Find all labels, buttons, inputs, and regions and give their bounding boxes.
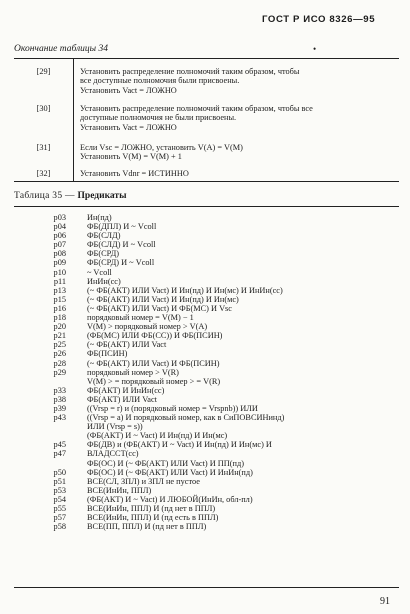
table-title-prefix: Таблица 35 — bbox=[14, 191, 78, 201]
predicate-code: p50 bbox=[53, 467, 66, 477]
row-description bbox=[80, 104, 399, 132]
predicate-text: ~ Vcoll bbox=[87, 267, 112, 277]
predicate-text: ФБ(АКТ) И ИнИн(сс) bbox=[87, 385, 165, 395]
predicate-code: p03 bbox=[53, 213, 66, 222]
table-34-continuation bbox=[14, 58, 399, 182]
row-line: все доступные полномочия были присвоены. bbox=[80, 76, 240, 86]
predicate-code: p58 bbox=[53, 522, 66, 532]
predicate-text: (~ ФБ(АКТ) ИЛИ Vact) И ФБ(МС) И Vsc bbox=[87, 303, 232, 313]
row-description bbox=[80, 143, 399, 162]
predicate-text: (~ ФБ(АКТ) ИЛИ Vact) И Ин(пд) И Ин(мс) И ИнИн(сс) bbox=[87, 285, 283, 295]
stray-dot: • bbox=[313, 44, 317, 54]
predicate-code: p16 bbox=[53, 303, 66, 313]
predicate-code: p45 bbox=[53, 440, 66, 450]
table-35-title bbox=[14, 191, 127, 201]
continuation-caption: Окончание таблицы 34 bbox=[14, 44, 108, 54]
predicate-code: p07 bbox=[53, 240, 66, 250]
predicate-text: Ин(пд) bbox=[87, 213, 112, 222]
predicate-code: p54 bbox=[53, 494, 66, 504]
predicate-text: ФБ(СРД) bbox=[87, 249, 120, 259]
predicate-code: p39 bbox=[53, 403, 66, 413]
predicate-code: p26 bbox=[53, 349, 66, 359]
predicate-code: p09 bbox=[53, 258, 66, 268]
predicate-code: p33 bbox=[53, 385, 66, 395]
predicate-text: ФБ(ОС) И (~ ФБ(АКТ) ИЛИ Vact) И ИнИн(пд) bbox=[87, 467, 253, 477]
predicate-code: p20 bbox=[53, 322, 66, 332]
predicate-code: p15 bbox=[53, 294, 66, 304]
predicate-code: p53 bbox=[53, 485, 66, 495]
predicate-text: (~ ФБ(АКТ) ИЛИ Vact) И Ин(пд) И Ин(мс) bbox=[87, 294, 239, 304]
row-line: Установить распределение полномочий таким образом, чтобы bbox=[80, 67, 300, 76]
row-line: Установить распределение полномочий таким образом, чтобы все bbox=[80, 104, 313, 113]
predicate-code: p08 bbox=[53, 249, 66, 259]
row-line: Если Vsc = ЛОЖНО, установить V(A) = V(M) bbox=[80, 143, 243, 152]
predicate-text: ((Vrsp = a) И порядковый номер, как в СиПОВСИНинд) bbox=[87, 413, 285, 423]
predicate-code: p29 bbox=[53, 367, 66, 377]
predicate-text: порядковый номер > V(R) bbox=[87, 367, 179, 377]
predicate-code: p04 bbox=[53, 222, 66, 232]
row-line: Установить Vact = ЛОЖНО bbox=[80, 85, 177, 95]
predicate-text: ИЛИ (Vrsp = s)) bbox=[87, 422, 143, 432]
predicate-text: ФБ(СЛД) И ~ Vcoll bbox=[87, 240, 156, 250]
predicate-text: ФБ(АКТ) ИЛИ Vact bbox=[87, 394, 157, 404]
table-top-rule bbox=[14, 206, 399, 207]
predicate-text: ФБ(СРД) И ~ Vcoll bbox=[87, 258, 155, 268]
predicate-text: ((Vrsp = r) и (порядковый номер = Vrspnb)) ИЛИ bbox=[87, 403, 258, 413]
predicate-code: p43 bbox=[53, 413, 66, 423]
predicate-text: ВСЕ(ИнИн, ППЛ) И (пд нет в ППЛ) bbox=[87, 504, 216, 513]
predicate-text: ФБ(ДПЛ) И ~ Vcoll bbox=[87, 222, 157, 232]
row-description bbox=[80, 169, 399, 178]
row-description bbox=[80, 67, 399, 95]
predicate-code: p21 bbox=[53, 331, 66, 341]
row-line: Установить V(M) = V(M) + 1 bbox=[80, 152, 182, 162]
column-divider bbox=[73, 59, 74, 181]
predicate-text: (ФБ(АКТ) И ~ Vact) И ЛЮБОЙ(ИнИн, обл-пл) bbox=[87, 494, 253, 504]
predicate-code: p18 bbox=[53, 313, 66, 323]
predicate-text-column bbox=[87, 213, 403, 531]
predicate-code: p51 bbox=[53, 476, 66, 486]
predicate-text: ВСЕ(ИнИн, ППЛ) bbox=[87, 485, 152, 495]
predicate-code: p25 bbox=[53, 340, 66, 350]
predicate-text: ИнИн(сс) bbox=[87, 276, 121, 286]
predicate-code bbox=[14, 431, 66, 440]
predicate-text: (ФБ(МС) ИЛИ ФБ(СС)) И ФБ(ПСИН) bbox=[87, 331, 223, 341]
row-line: Установить Vdnr = ИСТИННО bbox=[80, 169, 189, 178]
row-line: Установить Vact = ЛОЖНО bbox=[80, 122, 177, 132]
predicate-text: (~ ФБ(АКТ) ИЛИ Vact) И ФБ(ПСИН) bbox=[87, 358, 220, 368]
row-code: [30] bbox=[36, 104, 51, 113]
predicate-code: p47 bbox=[53, 449, 66, 459]
predicate-code: p28 bbox=[53, 358, 66, 368]
predicate-code: p38 bbox=[53, 394, 66, 404]
row-code: [32] bbox=[36, 169, 51, 178]
predicate-text: V(M) > = порядковый номер > = V(R) bbox=[87, 376, 221, 386]
predicate-text: порядковый номер = V(M) − 1 bbox=[87, 313, 194, 323]
table-title-name: Предикаты bbox=[77, 191, 127, 201]
predicate-text: ФБ(СЛД) bbox=[87, 231, 121, 241]
predicate-code: p11 bbox=[53, 276, 66, 286]
predicate-code: p57 bbox=[53, 513, 66, 523]
predicate-text: V(M) > порядковый номер > V(A) bbox=[87, 322, 208, 332]
predicate-code: p55 bbox=[53, 504, 66, 513]
row-code: [31] bbox=[36, 143, 51, 152]
predicate-text: ВСЕ(ПП, ППЛ) И (пд нет в ППЛ) bbox=[87, 522, 207, 532]
standard-header: ГОСТ Р ИСО 8326—95 bbox=[262, 14, 376, 25]
predicate-text: ВСЕ(ИнИн, ППЛ) И (пд есть в ППЛ) bbox=[87, 513, 219, 523]
predicate-code: p10 bbox=[53, 267, 66, 277]
predicate-code bbox=[14, 422, 66, 431]
predicate-text: (ФБ(АКТ) И ~ Vact) И Ин(пд) И Ин(мс) bbox=[87, 431, 228, 441]
predicate-code: p06 bbox=[53, 231, 66, 241]
table-bottom-rule bbox=[14, 587, 399, 588]
predicate-code bbox=[14, 459, 66, 468]
predicate-code-column bbox=[14, 213, 66, 531]
predicate-text: ФБ(ОС) И (~ ФБ(АКТ) ИЛИ Vact) И ПП(пд) bbox=[87, 458, 244, 468]
predicate-code bbox=[14, 377, 66, 386]
predicate-code: p13 bbox=[53, 285, 66, 295]
row-line: доступные полномочия не были присвоены. bbox=[80, 113, 237, 123]
predicate-text: ФБ(ПСИН) bbox=[87, 349, 128, 359]
predicate-text: ВСЕ(СЛ, ЗПЛ) и ЗПЛ не пустое bbox=[87, 476, 200, 486]
predicate-text: ФБ(ДВ) и (ФБ(АКТ) И ~ Vact) И Ин(пд) И Ин(мс) И bbox=[87, 440, 272, 450]
page-number: 91 bbox=[380, 596, 390, 607]
predicate-text: ВЛАДССТ(сс) bbox=[87, 449, 139, 459]
row-code: [29] bbox=[36, 67, 51, 76]
predicate-text: (~ ФБ(АКТ) ИЛИ Vact bbox=[87, 340, 167, 350]
